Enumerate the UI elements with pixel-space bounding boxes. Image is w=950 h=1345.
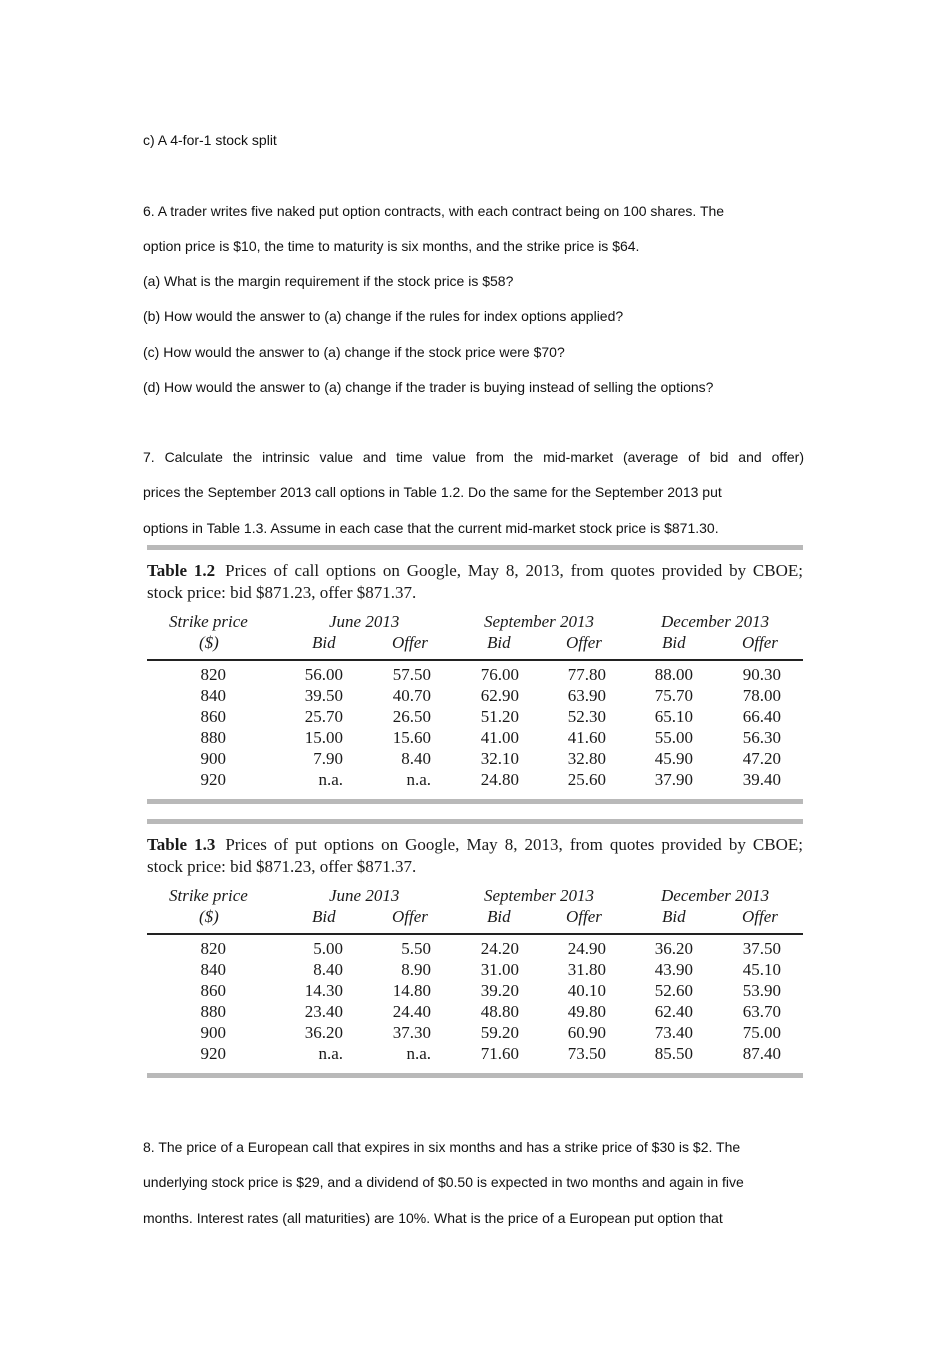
q7-text-line-1: 7. Calculate the intrinsic value and time value from the mid-market (average of bid and offer) [143,449,804,465]
cell-strike: 920 [200,770,226,790]
cell-sep-bid: 41.00 [480,728,519,748]
cell-dec-offer: 75.00 [742,1023,781,1043]
cell-june-offer: 40.70 [392,685,431,705]
header-june: June 2013 [329,612,400,631]
q8-text-line-2: underlying stock price is $29, and a dividend of $0.50 is expected in two months and again in five [143,1174,744,1190]
header-december: December 2013 [661,886,770,905]
cell-strike: 820 [200,938,226,958]
header-june-bid: Bid [312,633,336,652]
table-row [147,686,803,707]
cell-strike: 920 [200,1044,226,1064]
cell-dec-bid: 75.70 [654,685,693,705]
cell-dec-offer: 63.70 [742,1002,781,1022]
cell-dec-bid: 88.00 [654,664,693,684]
cell-june-offer: 14.80 [392,980,431,1000]
cell-strike: 880 [200,1002,226,1022]
cell-sep-offer: 40.10 [567,980,606,1000]
cell-june-bid: 7.90 [313,749,343,769]
cell-june-offer: 24.40 [392,1002,431,1022]
cell-dec-offer: 66.40 [742,706,781,726]
table-row [147,770,803,791]
header-june: June 2013 [329,886,400,905]
cell-sep-offer: 77.80 [567,664,606,684]
table-row [147,1023,803,1044]
cell-sep-bid: 62.90 [480,685,519,705]
cell-june-offer: 8.40 [401,749,431,769]
header-june-bid: Bid [312,907,336,926]
q8-text-line-3: months. Interest rates (all maturities) are 10%. What is the price of a European put option that [143,1210,723,1226]
table-bottom-bar [147,799,803,804]
header-rule [147,659,803,661]
cell-strike: 860 [200,706,226,726]
cell-june-offer: 37.30 [392,1023,431,1043]
cell-strike: 860 [200,980,226,1000]
cell-dec-bid: 73.40 [654,1023,693,1043]
header-strike-unit: ($) [199,907,219,926]
header-sep-bid: Bid [487,633,511,652]
cell-dec-offer: 47.20 [742,749,781,769]
cell-june-bid: 5.00 [313,938,343,958]
cell-dec-offer: 37.50 [742,938,781,958]
q6-part-d: (d) How would the answer to (a) change if the trader is buying instead of selling the options? [143,379,714,395]
cell-sep-offer: 60.90 [567,1023,606,1043]
table-row [147,981,803,1002]
table-bottom-bar [147,1073,803,1078]
table-row [147,728,803,749]
cell-june-bid: n.a. [318,1044,343,1064]
q6-part-c: (c) How would the answer to (a) change if the stock price were $70? [143,344,565,360]
header-june-offer: Offer [392,633,428,652]
cell-dec-offer: 53.90 [742,980,781,1000]
cell-sep-offer: 41.60 [567,728,606,748]
table-label: Table 1.3 [147,835,216,854]
cell-sep-bid: 31.00 [480,959,519,979]
cell-dec-bid: 45.90 [654,749,693,769]
cell-june-offer: n.a. [406,1044,431,1064]
cell-june-bid: 14.30 [304,980,343,1000]
header-september: September 2013 [484,886,595,905]
cell-sep-bid: 24.80 [480,770,519,790]
cell-sep-offer: 63.90 [567,685,606,705]
cell-dec-offer: 78.00 [742,685,781,705]
cell-dec-bid: 52.60 [654,980,693,1000]
cell-dec-bid: 55.00 [654,728,693,748]
header-september: September 2013 [484,612,595,631]
cell-sep-offer: 32.80 [567,749,606,769]
header-dec-offer: Offer [742,633,778,652]
cell-strike: 880 [200,728,226,748]
header-december: December 2013 [661,612,770,631]
table-row [147,960,803,981]
cell-june-offer: 57.50 [392,664,431,684]
cell-dec-bid: 37.90 [654,770,693,790]
table-row [147,665,803,686]
cell-june-bid: 8.40 [313,959,343,979]
header-rule [147,933,803,935]
header-strike-unit: ($) [199,633,219,652]
cell-dec-bid: 65.10 [654,706,693,726]
table-row [147,707,803,728]
cell-sep-bid: 32.10 [480,749,519,769]
header-dec-bid: Bid [662,633,686,652]
header-strike: Strike price [169,612,248,631]
cell-june-offer: 15.60 [392,728,431,748]
cell-june-bid: 23.40 [304,1002,343,1022]
cell-sep-offer: 73.50 [567,1044,606,1064]
cell-june-offer: 26.50 [392,706,431,726]
cell-june-bid: 25.70 [304,706,343,726]
cell-sep-bid: 24.20 [480,938,519,958]
q7-text-line-2: prices the September 2013 call options in Table 1.2. Do the same for the September 2013 put [143,484,722,500]
table-body [147,665,803,793]
cell-dec-offer: 87.40 [742,1044,781,1064]
cell-sep-bid: 59.20 [480,1023,519,1043]
cell-june-offer: n.a. [406,770,431,790]
cell-sep-bid: 39.20 [480,980,519,1000]
q5-option-c: c) A 4-for-1 stock split [143,132,277,148]
header-sep-bid: Bid [487,907,511,926]
table-top-bar [147,819,803,824]
cell-june-bid: 56.00 [304,664,343,684]
table-row [147,749,803,770]
table-header [147,612,803,658]
cell-june-offer: 8.90 [401,959,431,979]
cell-june-offer: 5.50 [401,938,431,958]
header-dec-offer: Offer [742,907,778,926]
q6-part-b: (b) How would the answer to (a) change if the rules for index options applied? [143,308,624,324]
cell-strike: 820 [200,664,226,684]
q6-text-line-1: 6. A trader writes five naked put option contracts, with each contract being on 100 shares. The [143,203,725,219]
table-row [147,1044,803,1065]
cell-sep-offer: 25.60 [567,770,606,790]
table-body [147,939,803,1067]
table-label: Table 1.2 [147,561,216,580]
cell-sep-offer: 24.90 [567,938,606,958]
table-caption-text: Prices of call options on Google, May 8, 2013, from quotes provided by CBOE; stock price: bid $871.23, offer $871.37. [147,561,803,602]
q7-text-line-3: options in Table 1.3. Assume in each case that the current mid-market stock price is $871.30. [143,520,719,536]
header-dec-bid: Bid [662,907,686,926]
q6-part-a: (a) What is the margin requirement if the stock price is $58? [143,273,514,289]
cell-sep-offer: 49.80 [567,1002,606,1022]
cell-dec-bid: 43.90 [654,959,693,979]
cell-june-bid: 36.20 [304,1023,343,1043]
cell-sep-bid: 76.00 [480,664,519,684]
cell-sep-bid: 71.60 [480,1044,519,1064]
header-sep-offer: Offer [566,907,602,926]
cell-strike: 840 [200,959,226,979]
cell-sep-offer: 52.30 [567,706,606,726]
cell-strike: 900 [200,1023,226,1043]
cell-june-bid: n.a. [318,770,343,790]
cell-strike: 840 [200,685,226,705]
cell-sep-offer: 31.80 [567,959,606,979]
table-caption [147,834,803,878]
header-june-offer: Offer [392,907,428,926]
cell-dec-bid: 62.40 [654,1002,693,1022]
cell-dec-offer: 90.30 [742,664,781,684]
table-1-3 [147,819,803,1078]
q6-text-line-2: option price is $10, the time to maturity is six months, and the strike price is $64. [143,238,640,254]
cell-sep-bid: 48.80 [480,1002,519,1022]
cell-june-bid: 39.50 [304,685,343,705]
cell-june-bid: 15.00 [304,728,343,748]
cell-dec-offer: 39.40 [742,770,781,790]
cell-dec-offer: 45.10 [742,959,781,979]
q8-text-line-1: 8. The price of a European call that expires in six months and has a strike price of $30 is $2. The [143,1139,741,1155]
table-header [147,886,803,932]
cell-sep-bid: 51.20 [480,706,519,726]
header-strike: Strike price [169,886,248,905]
cell-dec-offer: 56.30 [742,728,781,748]
table-row [147,939,803,960]
table-top-bar [147,545,803,550]
table-caption-text: Prices of put options on Google, May 8, 2013, from quotes provided by CBOE; stock price: bid $871.23, offer $871.37. [147,835,803,876]
cell-strike: 900 [200,749,226,769]
header-sep-offer: Offer [566,633,602,652]
table-caption [147,560,803,604]
table-1-2 [147,545,803,804]
cell-dec-bid: 85.50 [654,1044,693,1064]
cell-dec-bid: 36.20 [654,938,693,958]
table-row [147,1002,803,1023]
